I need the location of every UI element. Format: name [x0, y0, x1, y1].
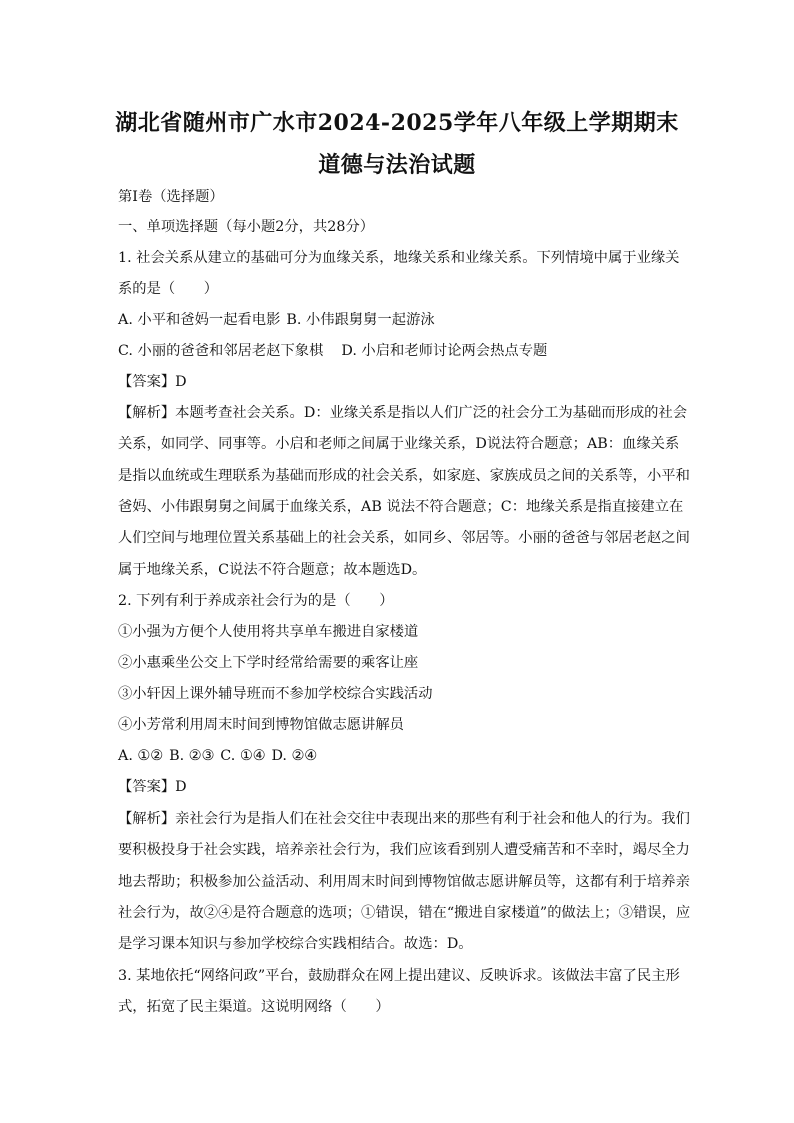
- q2-stem: 2. 下列有利于养成亲社会行为的是（ ）: [118, 593, 394, 609]
- q2-answer: 【答案】D: [118, 779, 187, 795]
- q1-options-row-1: [118, 310, 678, 330]
- q3-stem-line-1: 3. 某地依托“网络问政”平台，鼓励群众在网上提出建议、反映诉求。该做法丰富了民主形: [118, 968, 680, 984]
- q1-analysis-line-6: 属于地缘关系，C说法不符合题意；故本题选D。: [118, 562, 427, 578]
- q1-analysis-line-5: 人们空间与地理位置关系基础上的社会关系，如同乡、邻居等。小丽的爸爸与邻居老赵之间: [118, 530, 690, 546]
- section-label: 第I卷（选择题）: [118, 189, 224, 205]
- q1-option-c: C. 小丽的爸爸和邻居老赵下象棋: [118, 343, 324, 359]
- q1-analysis-line-3: 是指以血统或生理联系为基础而形成的社会关系，如家庭、家族成员之间的关系等，小平和: [118, 468, 690, 484]
- document-title-line-1: 湖北省随州市广水市2024-2025学年八年级上学期期末: [115, 110, 679, 136]
- q1-analysis-line-1: 【解析】本题考查社会关系。D：业缘关系是指以人们广泛的社会分工为基础而形成的社会: [118, 405, 688, 421]
- q2-options-row: [118, 746, 678, 766]
- q3-stem-line-2: 式，拓宽了民主渠道。这说明网络（ ）: [118, 999, 390, 1015]
- q2-option-b: B. ②③: [169, 748, 215, 764]
- q2-option-c: C. ①④: [220, 748, 266, 764]
- q2-item-3: ③小轩因上课外辅导班而不参加学校综合实践活动: [118, 686, 433, 702]
- q1-stem-line-2: 系的是（ ）: [118, 281, 219, 297]
- q2-analysis-line-1: 【解析】亲社会行为是指人们在社会交往中表现出来的那些有利于社会和他人的行为。我们: [118, 811, 690, 827]
- q1-options-row-2: [118, 341, 678, 361]
- q2-item-2: ②小惠乘坐公交上下学时经常给需要的乘客让座: [118, 655, 419, 671]
- q1-analysis-line-4: 爸妈、小伟跟舅舅之间属于血缘关系，AB 说法不符合题意；C：地缘关系是指直接建立在: [118, 499, 684, 515]
- q2-option-a: A. ①②: [118, 748, 164, 764]
- q1-option-a: A. 小平和爸妈一起看电影: [118, 312, 281, 328]
- q2-analysis-line-5: 是学习课本知识与参加学校综合实践相结合。故选：D。: [118, 936, 473, 952]
- q1-stem-line-1: 1. 社会关系从建立的基础可分为血缘关系，地缘关系和业缘关系。下列情境中属于业缘关: [118, 250, 680, 266]
- part-heading: 一、单项选择题（每小题2分，共28分）: [118, 219, 375, 235]
- q2-option-d: D. ②④: [271, 748, 318, 764]
- q2-analysis-line-4: 社会行为，故②④是符合题意的选项；①错误，错在“搬进自家楼道”的做法上；③错误，应: [118, 905, 691, 921]
- q1-option-b: B. 小伟跟舅舅一起游泳: [286, 312, 435, 328]
- q2-item-4: ④小芳常利用周末时间到博物馆做志愿讲解员: [118, 717, 404, 733]
- q2-analysis-line-2: 要积极投身于社会实践，培养亲社会行为，我们应该看到别人遭受痛苦和不幸时，竭尽全力: [118, 842, 690, 858]
- q2-analysis-line-3: 地去帮助；积极参加公益活动、利用周末时间到博物馆做志愿讲解员等，这都有利于培养亲: [118, 874, 690, 890]
- q1-option-d: D. 小启和老师讨论两会热点专题: [341, 343, 548, 359]
- q1-analysis-line-2: 关系，如同学、同事等。小启和老师之间属于业缘关系，D说法符合题意；AB：血缘关系: [118, 436, 680, 452]
- q1-answer: 【答案】D: [118, 374, 187, 390]
- q2-item-1: ①小强为方便个人使用将共享单车搬进自家楼道: [118, 624, 419, 640]
- document-title-line-2: 道德与法治试题: [318, 152, 476, 178]
